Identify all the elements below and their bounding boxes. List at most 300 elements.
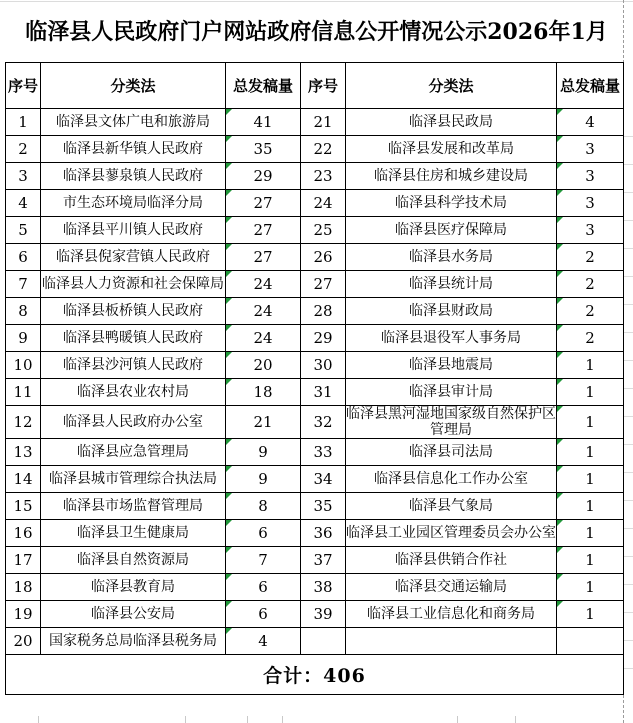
cell-text: 临泽县科学技术局 [395,195,507,211]
serial-cell [6,298,41,325]
cell-text: 11 [13,383,33,401]
cell-text: 市生态环境局临泽分局 [63,195,203,211]
serial-cell [6,466,41,493]
cell-text: 临泽县文体广电和旅游局 [56,114,210,130]
cell-text: 35 [313,497,333,515]
number-stored-as-text-indicator-icon [557,217,563,223]
cell-text: 临泽县审计局 [409,384,493,400]
cell-text: 7 [18,275,28,293]
number-stored-as-text-indicator-icon [226,439,232,445]
number-stored-as-text-indicator-icon [557,325,563,331]
total-cell [226,325,301,352]
cell-text: 29 [313,329,333,347]
table-row [6,379,624,406]
total-cell [226,520,301,547]
cell-text: 27 [253,221,273,239]
total-cell [557,547,624,574]
number-stored-as-text-indicator-icon [226,574,232,580]
number-stored-as-text-indicator-icon [557,574,563,580]
cell-text: 临泽县鸭暖镇人民政府 [63,330,203,346]
header-row [6,63,624,109]
total-cell [557,406,624,439]
cell-text: 临泽县司法局 [409,444,493,460]
cell-text: 22 [313,140,333,158]
number-stored-as-text-indicator-icon [557,379,563,385]
category-cell [41,271,226,298]
number-stored-as-text-indicator-icon [557,109,563,115]
table-row [6,547,624,574]
cell-text: 临泽县教育局 [91,579,175,595]
serial-cell [6,628,41,655]
cell-text: 4 [258,632,268,650]
cell-text: 临泽县平川镇人民政府 [63,222,203,238]
category-cell [346,406,557,439]
category-cell [346,109,557,136]
cell-text: 临泽县倪家营镇人民政府 [56,249,210,265]
number-stored-as-text-indicator-icon [557,439,563,445]
number-stored-as-text-indicator-icon [557,163,563,169]
cell-text: 18 [253,383,273,401]
serial-cell [301,601,346,628]
total-row [6,655,624,695]
cell-text: 9 [18,329,28,347]
cell-text: 1 [18,113,28,131]
number-stored-as-text-indicator-icon [557,244,563,250]
total-cell [557,325,624,352]
number-stored-as-text-indicator-icon [226,109,232,115]
total-cell [226,406,301,439]
number-stored-as-text-indicator-icon [557,190,563,196]
number-stored-as-text-indicator-icon [226,628,232,634]
cell-text: 20 [13,632,33,650]
total-cell [226,601,301,628]
spreadsheet-gridline-stubs [624,109,633,676]
cell-text: 1 [585,443,595,461]
category-cell [41,547,226,574]
number-stored-as-text-indicator-icon [226,520,232,526]
cell-text: 10 [13,356,33,374]
cell-text: 6 [18,248,28,266]
serial-cell [301,271,346,298]
total-cell [226,136,301,163]
serial-cell [301,574,346,601]
serial-cell [6,439,41,466]
number-stored-as-text-indicator-icon [557,271,563,277]
spreadsheet-gridline [247,716,248,723]
number-stored-as-text-indicator-icon [557,601,563,607]
cell-text: 临泽县工业信息化和商务局 [367,606,535,622]
cell-text: 临泽县人力资源和社会保障局 [42,276,224,292]
category-cell [346,601,557,628]
serial-cell [301,136,346,163]
serial-cell [301,406,346,439]
total-cell [557,466,624,493]
serial-cell [6,520,41,547]
total-cell [226,547,301,574]
total-cell [226,109,301,136]
cell-text: 8 [258,497,268,515]
header-cell-no: 序号 [301,63,346,109]
cell-text: 4 [585,113,595,131]
cell-text: 临泽县农业农村局 [77,384,189,400]
serial-cell [6,406,41,439]
category-cell [41,574,226,601]
cell-text: 临泽县水务局 [409,249,493,265]
total-cell [226,244,301,271]
table-row [6,136,624,163]
number-stored-as-text-indicator-icon [226,244,232,250]
cell-text: 临泽县气象局 [409,498,493,514]
cell-text: 临泽县蓼泉镇人民政府 [63,168,203,184]
serial-cell [301,163,346,190]
table-row [6,628,624,655]
serial-cell [301,190,346,217]
serial-cell [6,493,41,520]
category-cell [41,520,226,547]
number-stored-as-text-indicator-icon [557,493,563,499]
number-stored-as-text-indicator-icon [226,547,232,553]
cell-text: 临泽县城市管理综合执法局 [49,471,217,487]
serial-cell [6,325,41,352]
number-stored-as-text-indicator-icon [557,520,563,526]
serial-cell [301,547,346,574]
category-cell [346,547,557,574]
category-cell [346,466,557,493]
cell-text: 6 [258,578,268,596]
cell-text: 1 [585,551,595,569]
cell-text: 1 [585,605,595,623]
number-stored-as-text-indicator-icon [226,217,232,223]
total-cell [226,628,301,655]
category-cell [41,244,226,271]
spreadsheet-gridline [457,716,458,723]
cell-text: 32 [313,413,333,431]
category-cell [346,325,557,352]
table-row [6,217,624,244]
cell-text: 29 [253,167,273,185]
cell-text: 2 [585,302,595,320]
total-cell [226,493,301,520]
category-cell [41,325,226,352]
category-cell [41,352,226,379]
category-cell [346,352,557,379]
number-stored-as-text-indicator-icon [557,136,563,142]
serial-cell [301,109,346,136]
table-row [6,325,624,352]
total-cell [557,379,624,406]
cell-text: 1 [585,383,595,401]
category-cell [346,190,557,217]
total-cell [557,136,624,163]
table-row [6,574,624,601]
category-cell [346,628,557,655]
cell-text: 2 [18,140,28,158]
table-row [6,244,624,271]
category-cell [346,163,557,190]
cell-text: 临泽县统计局 [409,276,493,292]
cell-text: 临泽县财政局 [409,303,493,319]
cell-text: 34 [313,470,333,488]
cell-text: 8 [18,302,28,320]
category-cell [346,136,557,163]
total-cell [226,574,301,601]
cell-text: 1 [585,497,595,515]
table-row [6,352,624,379]
total-cell [557,520,624,547]
cell-text: 2 [585,275,595,293]
number-stored-as-text-indicator-icon [557,406,563,412]
table-row [6,190,624,217]
number-stored-as-text-indicator-icon [226,466,232,472]
cell-text: 3 [585,140,595,158]
category-cell [41,466,226,493]
cell-text: 临泽县板桥镇人民政府 [63,303,203,319]
serial-cell [6,163,41,190]
cell-text: 7 [258,551,268,569]
serial-cell [6,601,41,628]
total-cell [557,217,624,244]
cell-text: 9 [258,443,268,461]
cell-text: 4 [18,194,28,212]
table-row [6,601,624,628]
cell-text: 临泽县供销合作社 [395,552,507,568]
total-label: 合计：406 [6,655,624,695]
total-cell [226,271,301,298]
category-cell [346,439,557,466]
number-stored-as-text-indicator-icon [226,163,232,169]
spreadsheet-gridline [515,716,516,723]
cell-text: 21 [253,413,273,431]
table-body [6,109,624,655]
cell-text: 39 [313,605,333,623]
number-stored-as-text-indicator-icon [226,325,232,331]
cell-text: 2 [585,329,595,347]
cell-text: 25 [313,221,333,239]
total-cell [557,109,624,136]
total-cell [226,379,301,406]
total-cell [226,352,301,379]
table-row [6,109,624,136]
category-cell [346,271,557,298]
cell-text: 1 [585,356,595,374]
header-cell-total: 总发稿量 [557,63,624,109]
header-cell-category: 分类法 [41,63,226,109]
cell-text: 临泽县市场监督管理局 [63,498,203,514]
serial-cell [6,190,41,217]
cell-text: 临泽县地震局 [409,357,493,373]
cell-text: 临泽县人民政府办公室 [63,414,203,430]
number-stored-as-text-indicator-icon [226,379,232,385]
total-cell [226,217,301,244]
number-stored-as-text-indicator-icon [557,547,563,553]
total-cell [557,271,624,298]
total-cell [557,190,624,217]
category-cell [346,244,557,271]
table-row [6,466,624,493]
cell-text: 23 [313,167,333,185]
total-cell [557,574,624,601]
category-cell [346,379,557,406]
cell-text: 临泽县医疗保障局 [395,222,507,238]
cell-text: 24 [253,329,273,347]
cell-text: 临泽县工业园区管理委员会办公室 [346,525,556,541]
cell-text: 5 [18,221,28,239]
serial-cell [6,352,41,379]
cell-text: 20 [253,356,273,374]
category-cell [41,439,226,466]
serial-cell [301,520,346,547]
total-cell [557,244,624,271]
number-stored-as-text-indicator-icon [226,136,232,142]
cell-text: 36 [313,524,333,542]
table-row [6,439,624,466]
cell-text: 3 [585,221,595,239]
total-cell [226,439,301,466]
cell-text: 14 [13,470,33,488]
cell-text: 16 [13,524,33,542]
serial-cell [6,217,41,244]
cell-text: 28 [313,302,333,320]
cell-text: 3 [585,194,595,212]
category-cell [41,628,226,655]
spreadsheet-gridline [38,716,39,723]
category-cell [41,136,226,163]
category-cell [41,190,226,217]
category-cell [346,217,557,244]
number-stored-as-text-indicator-icon [226,271,232,277]
cell-text: 6 [258,605,268,623]
total-cell [226,466,301,493]
cell-text: 临泽县公安局 [91,606,175,622]
cell-text: 1 [585,413,595,431]
cell-text: 26 [313,248,333,266]
serial-cell [6,547,41,574]
cell-text: 35 [253,140,273,158]
cell-text: 30 [313,356,333,374]
total-cell [557,493,624,520]
serial-cell [301,325,346,352]
cell-text: 6 [258,524,268,542]
serial-cell [6,109,41,136]
cell-text: 15 [13,497,33,515]
category-cell [41,601,226,628]
total-cell [557,628,624,655]
number-stored-as-text-indicator-icon [557,352,563,358]
cell-text: 临泽县应急管理局 [77,444,189,460]
number-stored-as-text-indicator-icon [557,466,563,472]
header-cell-total: 总发稿量 [226,63,301,109]
cell-text: 24 [313,194,333,212]
cell-text: 13 [13,443,33,461]
category-cell [41,493,226,520]
serial-cell [301,352,346,379]
cell-text: 19 [13,605,33,623]
cell-text: 临泽县退役军人事务局 [381,330,521,346]
cell-text: 临泽县自然资源局 [77,552,189,568]
page-title: 临泽县人民政府门户网站政府信息公开情况公示2026年1月 [25,18,608,45]
total-cell [226,163,301,190]
cell-text: 3 [18,167,28,185]
number-stored-as-text-indicator-icon [226,493,232,499]
cell-text: 3 [585,167,595,185]
cell-text: 临泽县信息化工作办公室 [374,471,528,487]
serial-cell [6,379,41,406]
cell-text: 临泽县民政局 [409,114,493,130]
cell-text: 2 [585,248,595,266]
cell-text: 38 [313,578,333,596]
serial-cell [301,439,346,466]
total-cell [557,298,624,325]
cell-text: 21 [313,113,333,131]
spreadsheet-gridline [185,716,186,723]
cell-text: 33 [313,443,333,461]
category-cell [346,520,557,547]
cell-text: 17 [13,551,33,569]
serial-cell [301,466,346,493]
serial-cell [301,628,346,655]
cell-text: 24 [253,302,273,320]
category-cell [41,109,226,136]
number-stored-as-text-indicator-icon [226,298,232,304]
serial-cell [6,574,41,601]
cell-text: 37 [313,551,333,569]
category-cell [346,493,557,520]
header-cell-category: 分类法 [346,63,557,109]
serial-cell [6,244,41,271]
serial-cell [6,271,41,298]
table-row [6,298,624,325]
total-cell [226,190,301,217]
table-row [6,520,624,547]
cell-text: 临泽县沙河镇人民政府 [63,357,203,373]
cell-text: 临泽县新华镇人民政府 [63,141,203,157]
category-cell [41,406,226,439]
cell-text: 1 [585,524,595,542]
cell-text: 18 [13,578,33,596]
cell-text: 12 [13,413,33,431]
total-cell [557,352,624,379]
cell-text: 临泽县黑河湿地国家级自然保护区管理局 [346,406,556,438]
cell-text: 27 [253,248,273,266]
disclosure-table [5,62,624,695]
category-cell [41,217,226,244]
serial-cell [301,379,346,406]
cell-text: 9 [258,470,268,488]
cell-text: 41 [253,113,273,131]
table-row [6,163,624,190]
serial-cell [6,136,41,163]
total-cell [226,298,301,325]
cell-text: 1 [585,470,595,488]
category-cell [41,163,226,190]
cell-text: 31 [313,383,333,401]
cell-text: 27 [313,275,333,293]
cell-text: 临泽县交通运输局 [395,579,507,595]
category-cell [41,379,226,406]
category-cell [41,298,226,325]
number-stored-as-text-indicator-icon [226,190,232,196]
total-cell [557,439,624,466]
table-row [6,493,624,520]
cell-text: 临泽县发展和改革局 [388,141,514,157]
serial-cell [301,493,346,520]
table-row [6,271,624,298]
serial-cell [301,298,346,325]
number-stored-as-text-indicator-icon [226,601,232,607]
total-cell [557,163,624,190]
cell-text: 24 [253,275,273,293]
cell-text: 1 [585,578,595,596]
